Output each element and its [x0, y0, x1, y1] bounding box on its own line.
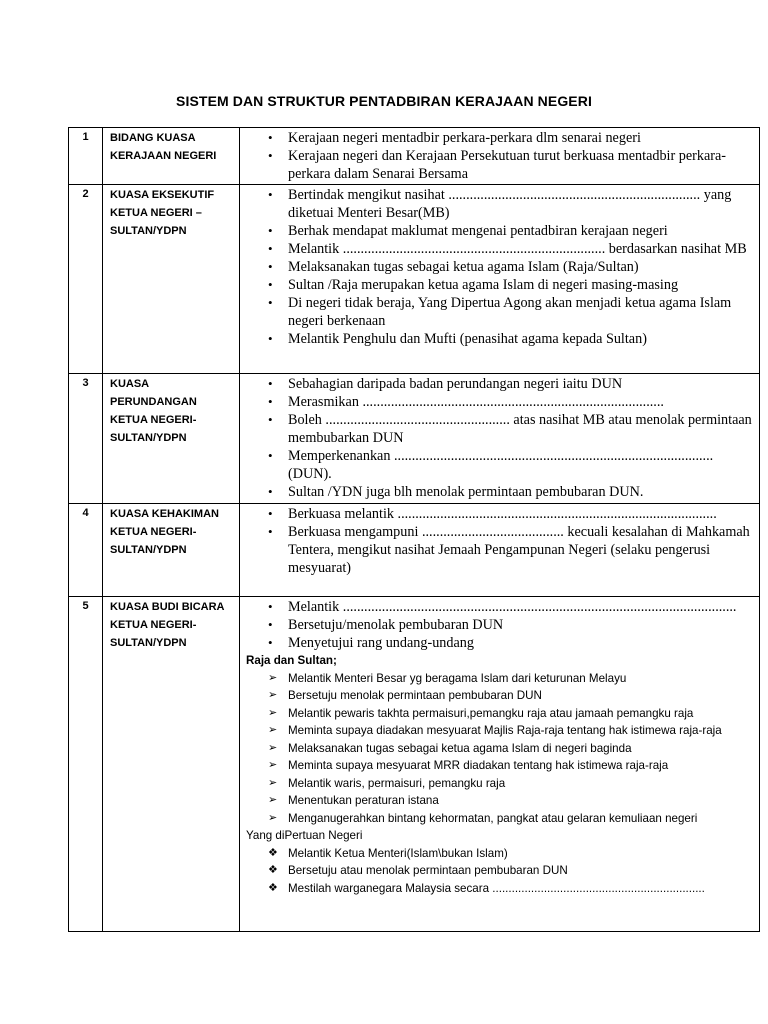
list-item: • Sebahagian daripada badan perundangan negeri iaitu DUN — [240, 375, 755, 393]
list-item: • Melantik ............................................................................................................... — [240, 598, 755, 616]
list-item: • Melaksanakan tugas sebagai ketua agama Islam (Raja/Sultan) — [240, 258, 755, 276]
row-content — [240, 374, 760, 504]
list-item: ➢ Menganugerahkan bintang kehormatan, pangkat atau gelaran kemuliaan negeri — [240, 810, 755, 828]
list-item: • Berhak mendapat maklumat mengenai pentadbiran kerajaan negeri — [240, 222, 755, 240]
table-row — [69, 504, 760, 597]
page-title: SISTEM DAN STRUKTUR PENTADBIRAN KERAJAAN NEGERI — [176, 93, 592, 109]
row-number: 1 — [69, 128, 103, 185]
list-item: ➢ Menentukan peraturan istana — [240, 792, 755, 810]
row-content — [240, 504, 760, 597]
list-item: ➢ Melantik waris, permaisuri, pemangku raja — [240, 775, 755, 793]
list-item: • Kerajaan negeri mentadbir perkara-perkara dlm senarai negeri — [240, 129, 755, 147]
list-item: • Merasmikan ..................................................................................... — [240, 393, 755, 411]
list-item: • Di negeri tidak beraja, Yang Dipertua Agong akan menjadi ketua agama Islam negeri berkenaan — [240, 294, 755, 330]
table-row — [69, 374, 760, 504]
row-label: BIDANG KUASA KERAJAAN NEGERI — [103, 128, 240, 185]
ydp-heading: Yang diPertuan Negeri — [246, 829, 363, 842]
row-content — [240, 597, 760, 932]
table-row — [69, 185, 760, 374]
list-item: ❖ Melantik Ketua Menteri(Islam\bukan Islam) — [240, 845, 755, 863]
list-item: ❖ Mestilah warganegara Malaysia secara .................................................................. — [240, 880, 755, 898]
row-number: 3 — [69, 374, 103, 504]
list-item: • Kerajaan negeri dan Kerajaan Persekutuan turut berkuasa mentadbir perkara-perkara dalam Senarai Bersama — [240, 147, 755, 183]
list-item: • Melantik Penghulu dan Mufti (penasihat agama kepada Sultan) — [240, 330, 755, 348]
row-label: KUASA KEHAKIMAN KETUA NEGERI-SULTAN/YDPN — [103, 504, 240, 597]
row-content — [240, 128, 760, 185]
list-item: • Sultan /Raja merupakan ketua agama Islam di negeri masing-masing — [240, 276, 755, 294]
administration-table — [68, 127, 760, 932]
table-row — [69, 128, 760, 185]
list-item: ➢ Melantik pewaris takhta permaisuri,pemangku raja atau jamaah pemangku raja — [240, 705, 755, 723]
table-row — [69, 597, 760, 932]
list-item: ➢ Bersetuju menolak permintaan pembubaran DUN — [240, 687, 755, 705]
list-item: • Berkuasa melantik .......................................................................................... — [240, 505, 755, 523]
row-label: KUASA PERUNDANGAN KETUA NEGERI-SULTAN/YDPN — [103, 374, 240, 504]
list-item: ➢ Meminta supaya mesyuarat MRR diadakan tentang hak istimewa raja-raja — [240, 757, 755, 775]
row-content — [240, 185, 760, 374]
row-label: KUASA EKSEKUTIF KETUA NEGERI – SULTAN/YDPN — [103, 185, 240, 374]
row-number: 2 — [69, 185, 103, 374]
list-item: • Boleh .................................................... atas nasihat MB atau menolak permintaan membubarkan DUN — [240, 411, 755, 447]
row-number: 5 — [69, 597, 103, 932]
list-item: • Melantik .......................................................................... berdasarkan nasihat MB — [240, 240, 755, 258]
list-item: ➢ Melaksanakan tugas sebagai ketua agama Islam di negeri baginda — [240, 740, 755, 758]
raja-heading: Raja dan Sultan; — [246, 654, 337, 667]
list-item: ❖ Bersetuju atau menolak permintaan pembubaran DUN — [240, 862, 755, 880]
list-item: ➢ Meminta supaya diadakan mesyuarat Majlis Raja-raja tentang hak istimewa raja-raja — [240, 722, 755, 740]
list-item: • Memperkenankan ..........................................................................................(DUN). — [240, 447, 755, 483]
row-label: KUASA BUDI BICARA KETUA NEGERI-SULTAN/YDPN — [103, 597, 240, 932]
row-number: 4 — [69, 504, 103, 597]
list-item: • Sultan /YDN juga blh menolak permintaan pembubaran DUN. — [240, 483, 755, 501]
list-item: • Bertindak mengikut nasihat ....................................................................... yang diketuai Menteri Besar(MB) — [240, 186, 755, 222]
list-item: ➢ Melantik Menteri Besar yg beragama Islam dari keturunan Melayu — [240, 670, 755, 688]
list-item: • Berkuasa mengampuni ........................................ kecuali kesalahan di Mahkamah Tentera, mengikut nasihat Jemaah Pengampunan Negeri (selaku pengerusi mesyuarat) — [240, 523, 755, 577]
list-item: • Bersetuju/menolak pembubaran DUN — [240, 616, 755, 634]
list-item: • Menyetujui rang undang-undang — [240, 634, 755, 652]
